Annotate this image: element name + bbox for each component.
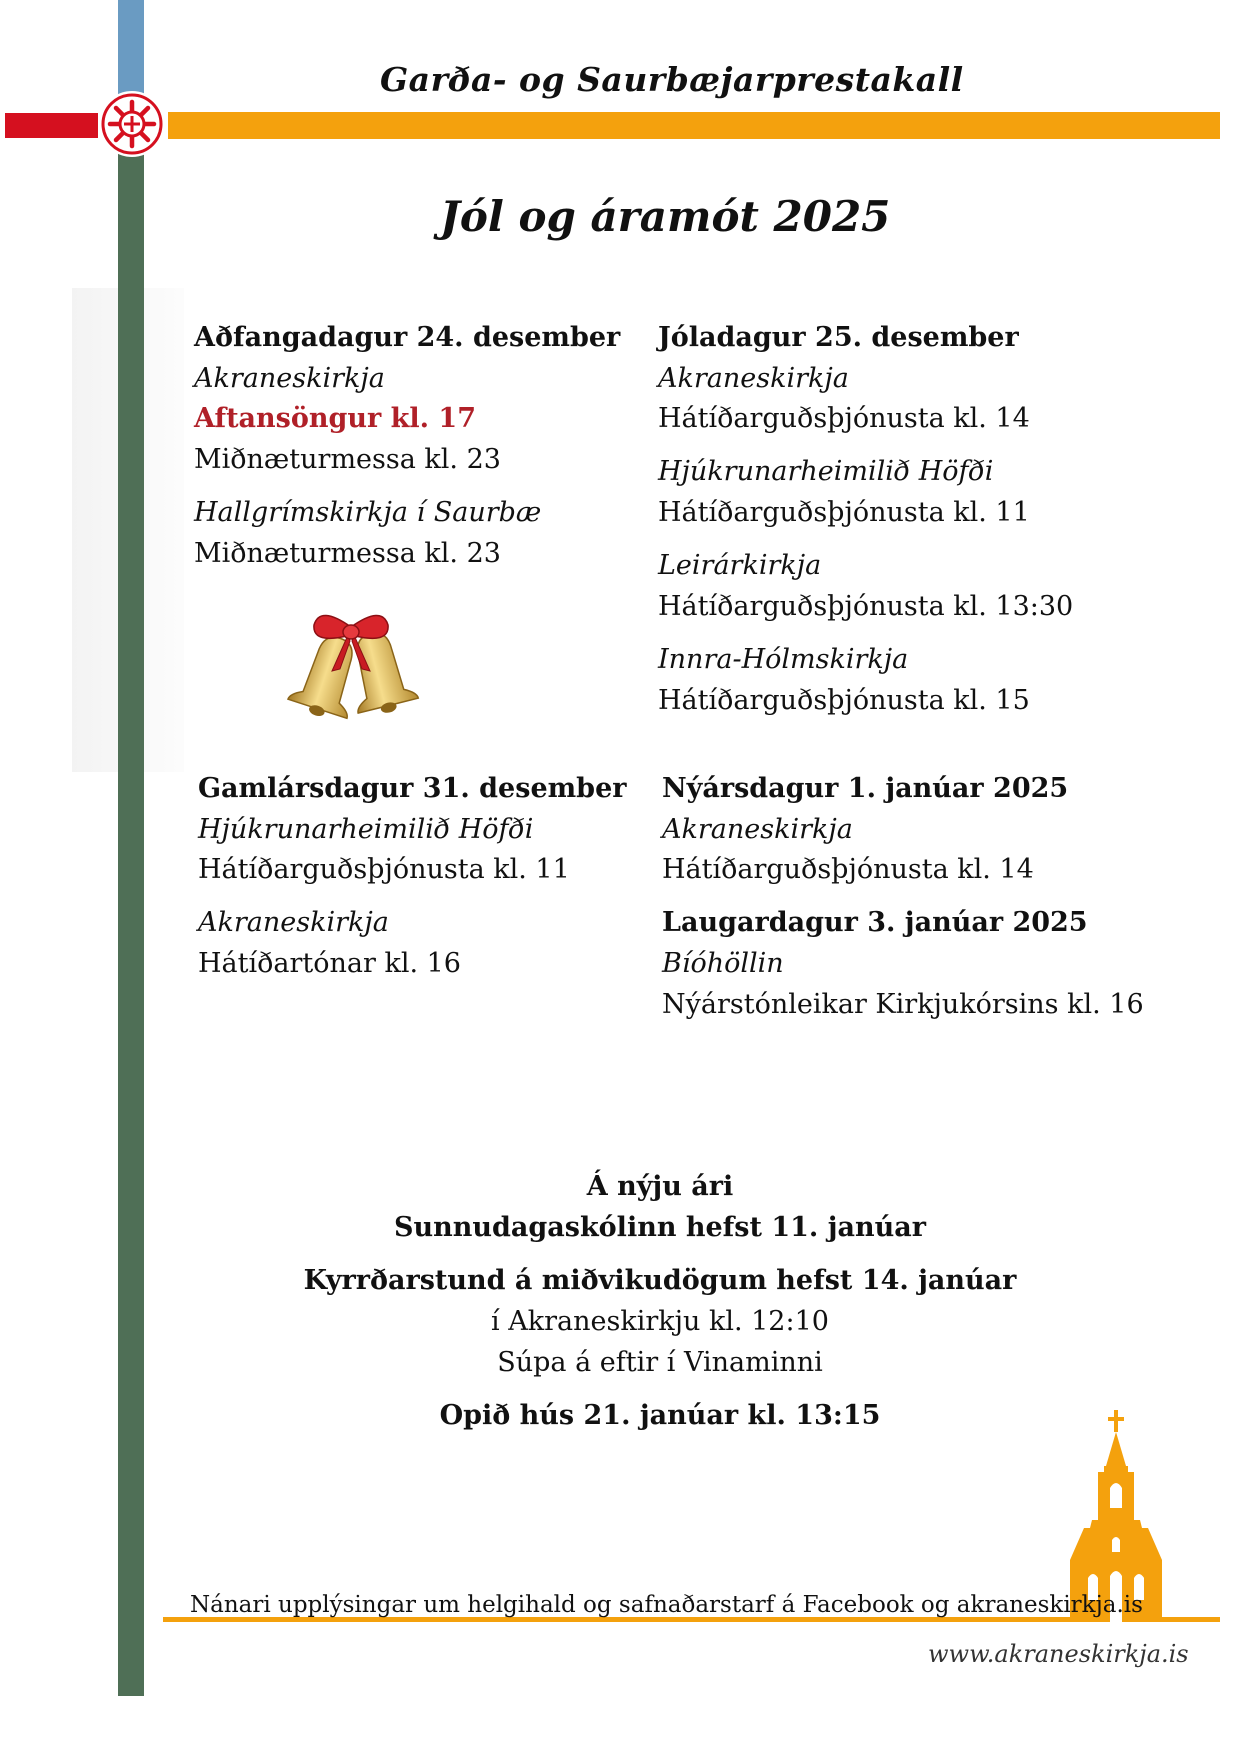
saturday-location-1: Bíóhöllin [662, 948, 784, 979]
christmas-day-service-4: Hátíðarguðsþjónusta kl. 15 [658, 685, 1030, 716]
church-emblem-icon [98, 90, 166, 158]
sunday-school-notice: Sunnudagaskólinn hefst 11. janúar [394, 1212, 926, 1243]
christmas-day-title: Jóladagur 25. desember [658, 322, 1019, 353]
church-icon [1070, 1410, 1162, 1622]
christmas-eve-location-2: Hallgrímskirkja í Saurbæ [194, 497, 542, 528]
new-years-day-title: Nýársdagur 1. janúar 2025 [662, 773, 1069, 804]
vertical-green-bar [118, 150, 144, 1696]
saturday-title: Laugardagur 3. janúar 2025 [662, 907, 1088, 938]
quiet-time-notice: Kyrrðarstund á miðvikudögum hefst 14. janúar [303, 1265, 1017, 1296]
new-years-day-location-1: Akraneskirkja [662, 814, 853, 845]
christmas-day-location-1: Akraneskirkja [658, 363, 849, 394]
open-house-notice: Opið hús 21. janúar kl. 13:15 [439, 1400, 881, 1431]
christmas-bells-icon [270, 605, 432, 735]
website-link[interactable]: www.akraneskirkja.is [928, 1640, 1189, 1668]
christmas-day-location-3: Leirárkirkja [658, 550, 822, 581]
soup-notice: Súpa á eftir í Vinaminni [497, 1347, 823, 1378]
christmas-day-location-2: Hjúkrunarheimilið Höfði [658, 456, 994, 487]
christmas-day-service-1: Hátíðarguðsþjónusta kl. 14 [658, 403, 1030, 434]
christmas-eve-location-1: Akraneskirkja [194, 363, 385, 394]
new-years-eve-title: Gamlársdagur 31. desember [198, 773, 627, 804]
new-years-day-service-1: Hátíðarguðsþjónusta kl. 14 [662, 854, 1034, 885]
christmas-day-location-4: Innra-Hólmskirkja [658, 644, 909, 675]
parish-name: Garða- og Saurbæjarprestakall [380, 60, 964, 99]
christmas-eve-title: Aðfangadagur 24. desember [194, 322, 621, 353]
new-years-eve-location-2: Akraneskirkja [198, 907, 389, 938]
christmas-eve-service-2: Miðnæturmessa kl. 23 [194, 444, 501, 475]
christmas-eve-service-3: Miðnæturmessa kl. 23 [194, 538, 501, 569]
christmas-eve-service-1: Aftansöngur kl. 17 [194, 403, 476, 434]
new-year-heading: Á nýju ári [586, 1171, 734, 1202]
new-years-eve-service-2: Hátíðartónar kl. 16 [198, 948, 461, 979]
page-title: Jól og áramót 2025 [440, 192, 891, 241]
footer-info: Nánari upplýsingar um helgihald og safnaðarstarf á Facebook og akraneskirkja.is [190, 1592, 1143, 1618]
quiet-time-place: í Akraneskirkju kl. 12:10 [491, 1306, 829, 1337]
christmas-day-service-2: Hátíðarguðsþjónusta kl. 11 [658, 497, 1030, 528]
horizontal-orange-bar [168, 112, 1220, 139]
new-years-eve-service-1: Hátíðarguðsþjónusta kl. 11 [198, 854, 570, 885]
saturday-service-1: Nýárstónleikar Kirkjukórsins kl. 16 [662, 989, 1144, 1020]
horizontal-red-bar [5, 113, 98, 138]
christmas-day-service-3: Hátíðarguðsþjónusta kl. 13:30 [658, 591, 1074, 622]
new-years-eve-location-1: Hjúkrunarheimilið Höfði [198, 814, 534, 845]
